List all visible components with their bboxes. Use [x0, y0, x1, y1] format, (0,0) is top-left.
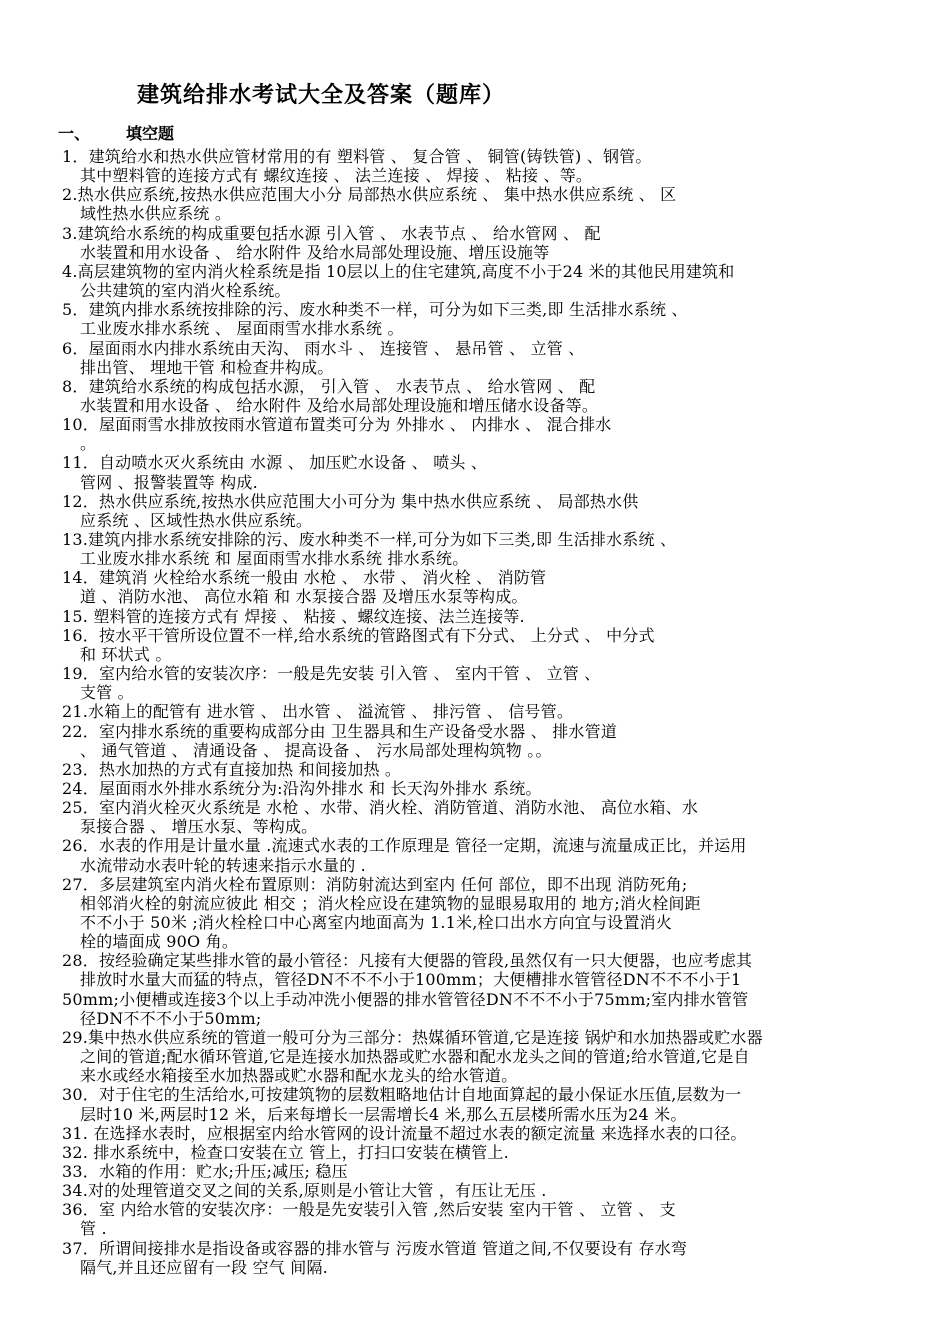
text-line: 2.热水供应系统,按热水供应范围大小分 局部热水供应系统 、 集中热水供应系统 、 区: [62, 185, 677, 205]
text-line: 36．室 内给水管的安装次序：一般是先安装引入管 ,然后安装 室内干管 、 立管 、 支: [62, 1200, 676, 1220]
text-line: 13.建筑内排水系统安排除的污、废水种类不一样,可分为如下三类,即 生活排水系统 、: [62, 530, 677, 549]
text-line: 支管 。: [80, 683, 134, 703]
text-line: 隔气,并且还应留有一段 空气 间隔.: [80, 1257, 328, 1277]
text-line: 其中塑料管的连接方式有 螺纹连接 、 法兰连接 、 焊接 、 粘接 、等。: [80, 166, 593, 186]
text-line: 、 通气管道 、 清通设备 、 提高设备 、 污水局部处理构筑物 。。: [80, 740, 552, 760]
text-line: 25．室内消火栓灭火系统是 水枪 、水带、消火栓、消防管道、消防水池、 高位水箱、水: [62, 798, 699, 818]
text-line: 27．多层建筑室内消火栓布置原则：消防射流达到室内 任何 部位，即不出现 消防死角;: [62, 874, 688, 894]
section-heading: [58, 121, 174, 144]
text-line: 水流带动水表叶轮的转速来指示水量的 .: [80, 855, 366, 875]
text-line: 32. 排水系统中，检查口安装在立 管上，打扫口安装在横管上.: [62, 1142, 509, 1162]
text-line: 37．所谓间接排水是指设备或容器的排水管与 污废水管道 管道之间,不仅要设有 存水弯: [62, 1238, 688, 1258]
text-line: 16．按水平干管所设位置不一样,给水系统的管路图式有下分式、 上分式 、 中分式: [62, 625, 655, 645]
text-line: 6．屋面雨水内排水系统由天沟、 雨水斗 、 连接管 、 悬吊管 、 立管 、: [62, 338, 585, 358]
text-line: 24．屋面雨水外排水系统分为:沿沟外排水 和 长天沟外排水 系统。: [62, 778, 542, 798]
text-line: 29.集中热水供应系统的管道一般可分为三部分：热媒循环管道,它是连接 锅炉和水加热器或贮水器: [62, 1027, 763, 1047]
text-line: 工业废水排水系统 和 屋面雨雪水排水系统 排水系统。: [80, 549, 469, 569]
text-line: 33．水箱的作用：贮水;升压;减压; 稳压: [62, 1161, 348, 1181]
text-line: 公共建筑的室内消火栓系统。: [80, 281, 291, 301]
text-line: 19．室内给水管的安装次序：一般是先安装 引入管 、 室内干管 、 立管 、: [62, 664, 601, 684]
text-line: 22．室内排水系统的重要构成部分由 卫生器具和生产设备受水器 、 排水管道: [62, 721, 618, 741]
text-line: 不不小于 50米 ;消火栓栓口中心离室内地面高为 1.1米,栓口出水方向宜与设置消火: [80, 913, 672, 932]
text-line: 管网 、报警装置等 构成.: [80, 472, 258, 492]
text-line: 来水或经水箱接至水加热器或贮水器和配水龙头的给水管道。: [80, 1066, 518, 1086]
section-number: 一、: [58, 124, 91, 143]
text-line: 4.高层建筑物的室内消火栓系统是指 10层以上的住宅建筑,高度不小于24 米的其他民用建筑和: [62, 261, 735, 281]
text-line: 34.对的处理管道交叉之间的关系,原则是小管让大管 ，有压让无压 .: [62, 1181, 547, 1201]
text-line: 30．对于住宅的生活给水,可按建筑物的层数粗略地估计自地面算起的最小保证水压值,层数为一: [62, 1085, 742, 1105]
text-line: 泵接合器 、 增压水泵、等构成。: [80, 817, 318, 837]
text-line: 管 .: [80, 1219, 107, 1239]
text-line: 水装置和用水设备 、 给水附件 及给水局部处理设施、增压设施等: [80, 242, 550, 262]
text-line: 水装置和用水设备 、 给水附件 及给水局部处理设施和增压储水设备等。: [80, 395, 599, 415]
text-line: 和 环状式 。: [80, 644, 172, 664]
text-line: 28．按经验确定某些排水管的最小管径：凡接有大便器的管段,虽然仅有一只大便器，也应考虑其: [62, 951, 753, 971]
text-line: 15. 塑料管的连接方式有 焊接 、 粘接 、螺纹连接、法兰连接等.: [62, 606, 525, 626]
text-line: 1．建筑给水和热水供应管材常用的有 塑料管 、 复合管 、 铜管(铸铁管) 、钢管。: [62, 147, 652, 166]
text-line: 26．水表的作用是计量水量 .流速式水表的工作原理是 管径一定期，流速与流量成正比，并运用: [62, 836, 747, 856]
text-line: 。: [80, 434, 97, 454]
text-line: 5．建筑内排水系统按排除的污、废水种类不一样，可分为如下三类,即 生活排水系统 、: [62, 300, 688, 320]
document-title: 建筑给排水考试大全及答案（题库）: [137, 83, 506, 108]
text-line: 排放时水量大而猛的特点，管径DN不不不小于100mm；大便槽排水管管径DN不不不小于1: [80, 970, 742, 990]
text-line: 道 、消防水池、 高位水箱 和 水泵接合器 及增压水泵等构成。: [80, 587, 528, 607]
text-line: 栓的墙面成 90O 角。: [80, 932, 239, 952]
section-label: 填空题: [126, 124, 175, 143]
text-line: 50mm;小便槽或连接3个以上手动冲洗小便器的排水管管径DN不不不小于75mm;室内排水管管: [62, 989, 749, 1009]
text-line: 应系统 、区域性热水供应系统。: [80, 510, 313, 530]
text-line: 排出管、 埋地干管 和检查井构成。: [80, 357, 334, 377]
text-line: 之间的管道;配水循环管道,它是连接水加热器或贮水器和配水龙头之间的管道;给水管道,它是自: [80, 1047, 750, 1067]
text-line: 径DN不不不小于50mm;: [80, 1008, 262, 1028]
text-line: 8．建筑给水系统的构成包括水源， 引入管 、 水表节点 、 给水管网 、 配: [62, 376, 596, 396]
text-line: 11．自动喷水灭火系统由 水源 、 加压贮水设备 、 喷头 、: [62, 453, 488, 473]
text-line: 21.水箱上的配管有 进水管 、 出水管 、 溢流管 、 排污管 、 信号管。: [62, 702, 574, 722]
text-line: 3.建筑给水系统的构成重要包括水源 引入管 、 水表节点 、 给水管网 、 配: [62, 223, 601, 243]
text-line: 相邻消火栓的射流应彼此 相交 ；消火栓应设在建筑物的显眼易取用的 地方;消火栓间距: [80, 893, 701, 913]
text-line: 域性热水供应系统 。: [80, 204, 232, 224]
text-line: 工业废水排水系统 、 屋面雨雪水排水系统 。: [80, 319, 404, 339]
text-line: 31. 在选择水表时，应根据室内给水管网的设计流量不超过水表的额定流量 来选择水表的口径。: [62, 1123, 747, 1143]
text-line: 10．屋面雨雪水排放按雨水管道布置类可分为 外排水 、 内排水 、 混合排水: [62, 415, 612, 435]
text-line: 层时10 米,两层时12 米，后来每增长一层需增长4 米,那么五层楼所需水压为24 米。: [80, 1104, 687, 1124]
text-line: 12．热水供应系统,按热水供应范围大小可分为 集中热水供应系统 、 局部热水供: [62, 491, 639, 511]
text-line: 14．建筑消 火栓给水系统一般由 水枪 、 水带 、 消火栓 、 消防管: [62, 568, 547, 588]
text-line: 23．热水加热的方式有直接加热 和间接加热 。: [62, 759, 402, 779]
